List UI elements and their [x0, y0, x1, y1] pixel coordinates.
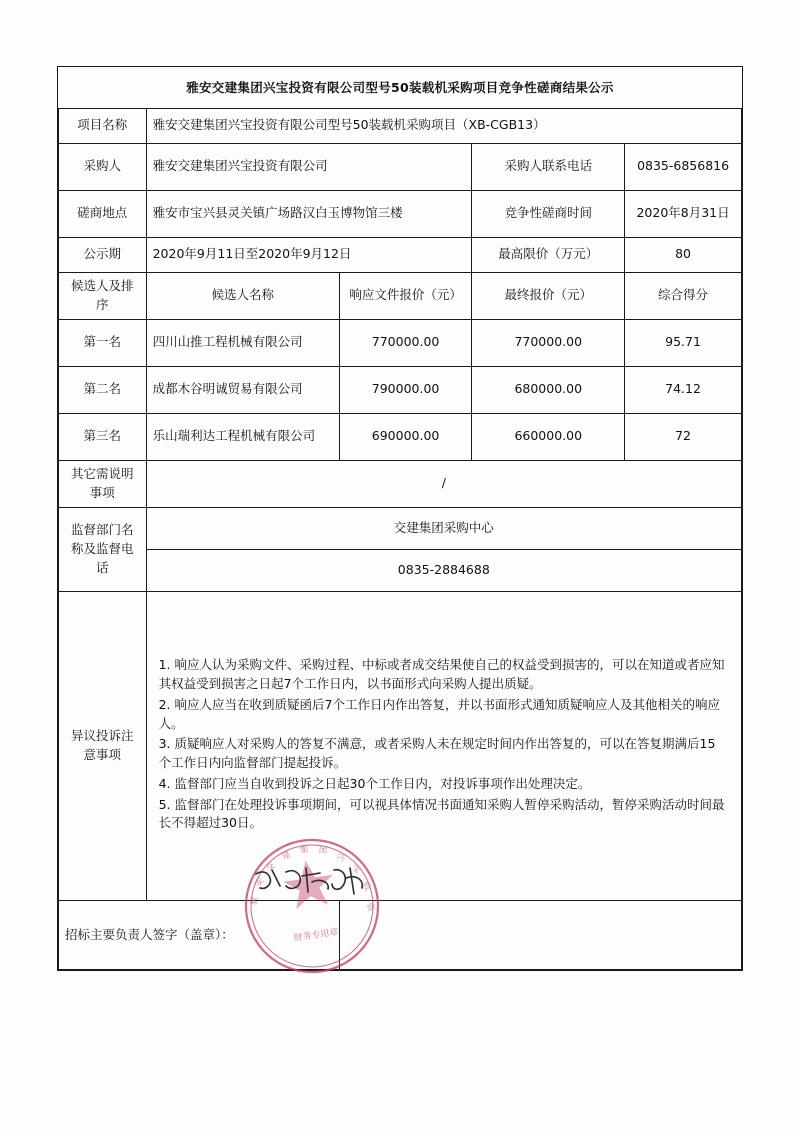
candidate-final-price: 660000.00 — [472, 413, 625, 460]
purchaser-value: 雅安交建集团兴宝投资有限公司 — [146, 143, 472, 190]
candidate-response-price: 690000.00 — [339, 413, 472, 460]
purchaser-label: 采购人 — [59, 143, 147, 190]
complaint-item: 1. 响应人认为采购文件、采购过程、中标或者成交结果使自己的权益受到损害的，可以在知道或者应知其权益受到损害之日起7个工作日内，以书面形式向采购人提出质疑。 — [158, 657, 725, 692]
candidate-name: 四川山推工程机械有限公司 — [146, 319, 339, 366]
supervision-department: 交建集团采购中心 — [146, 507, 741, 549]
supervision-phone: 0835-2884688 — [146, 549, 741, 591]
candidate-score: 95.71 — [625, 319, 742, 366]
final-price-header: 最终报价（元） — [472, 272, 625, 319]
place-value: 雅安市宝兴县灵关镇广场路汉白玉博物馆三楼 — [146, 190, 472, 237]
table-row — [59, 237, 742, 272]
complaint-label: 异议投诉注意事项 — [59, 591, 147, 900]
publicity-period-value: 2020年9月11日至2020年9月12日 — [146, 237, 472, 272]
candidate-rank-header: 候选人及排序 — [59, 272, 147, 319]
supervision-label: 监督部门名称及监督电话 — [59, 507, 147, 591]
table-row — [59, 900, 742, 969]
svg-text:集: 集 — [299, 844, 310, 857]
table-row — [59, 143, 742, 190]
table-row — [59, 67, 742, 108]
publicity-period-label: 公示期 — [59, 237, 147, 272]
table-row — [59, 272, 742, 319]
svg-text:财务专用章: 财务专用章 — [293, 927, 340, 944]
candidate-response-price: 770000.00 — [339, 319, 472, 366]
svg-text:宝: 宝 — [349, 863, 363, 877]
candidate-score: 72 — [625, 413, 742, 460]
response-price-header: 响应文件报价（元） — [339, 272, 472, 319]
complaint-item: 3. 质疑响应人对采购人的答复不满意，或者采购人未在规定时间内作出答复的，可以在答复期满后15个工作日内向监督部门提起投诉。 — [158, 736, 716, 771]
candidate-name: 成都木谷明诚贸易有限公司 — [146, 366, 339, 413]
other-matters-value: / — [146, 460, 741, 507]
candidate-final-price: 680000.00 — [472, 366, 625, 413]
table-row — [59, 413, 742, 460]
svg-text:雅: 雅 — [248, 895, 262, 907]
project-name-value: 雅安交建集团兴宝投资有限公司型号50装载机采购项目（XB-CGB13） — [146, 108, 741, 143]
candidate-rank: 第一名 — [59, 319, 147, 366]
place-label: 磋商地点 — [59, 190, 147, 237]
purchaser-phone-label: 采购人联系电话 — [472, 143, 625, 190]
table-row — [59, 108, 742, 143]
main-table — [58, 67, 742, 970]
table-row — [59, 190, 742, 237]
complaint-item: 4. 监督部门应当自收到投诉之日起30个工作日内，对投诉事项作出处理决定。 — [158, 775, 591, 791]
max-price-value: 80 — [625, 237, 742, 272]
table-row — [59, 591, 742, 900]
signature-label: 招标主要负责人签字（盖章）： — [59, 900, 340, 969]
complaint-item: 5. 监督部门在处理投诉事项期间，可以视具体情况书面通知采购人暂停采购活动，暂停采购活动时间最长不得超过30日。 — [158, 796, 725, 831]
candidate-rank: 第三名 — [59, 413, 147, 460]
table-row — [59, 549, 742, 591]
candidate-final-price: 770000.00 — [472, 319, 625, 366]
svg-text:团: 团 — [318, 845, 328, 857]
publicity-form — [57, 66, 743, 971]
candidate-name-header: 候选人名称 — [146, 272, 339, 319]
signature-area — [339, 900, 741, 969]
svg-text:投: 投 — [359, 880, 373, 894]
candidate-response-price: 790000.00 — [339, 366, 472, 413]
svg-text:建: 建 — [280, 849, 293, 863]
other-matters-label: 其它需说明事项 — [59, 460, 147, 507]
purchaser-phone-value: 0835-6856816 — [625, 143, 742, 190]
document-title: 雅安交建集团兴宝投资有限公司型号50装载机采购项目竞争性磋商结果公示 — [186, 80, 614, 95]
candidate-score: 74.12 — [625, 366, 742, 413]
svg-text:交: 交 — [264, 860, 278, 875]
complaint-body — [146, 591, 741, 900]
candidate-rank: 第二名 — [59, 366, 147, 413]
svg-text:资: 资 — [363, 901, 377, 914]
project-name-label: 项目名称 — [59, 108, 147, 143]
max-price-label: 最高限价（万元） — [472, 237, 625, 272]
complaint-item: 2. 响应人应当在收到质疑函后7个工作日内作出答复，并以书面形式通知质疑响应人及其他相关的响应人。 — [158, 696, 720, 731]
table-row — [59, 460, 742, 507]
negotiation-time-value: 2020年8月31日 — [625, 190, 742, 237]
table-row — [59, 507, 742, 549]
table-row — [59, 366, 742, 413]
table-row — [59, 319, 742, 366]
candidate-name: 乐山瑞利达工程机械有限公司 — [146, 413, 339, 460]
score-header: 综合得分 — [625, 272, 742, 319]
negotiation-time-label: 竞争性磋商时间 — [472, 190, 625, 237]
svg-text:安: 安 — [253, 876, 267, 889]
svg-text:兴: 兴 — [334, 851, 346, 864]
